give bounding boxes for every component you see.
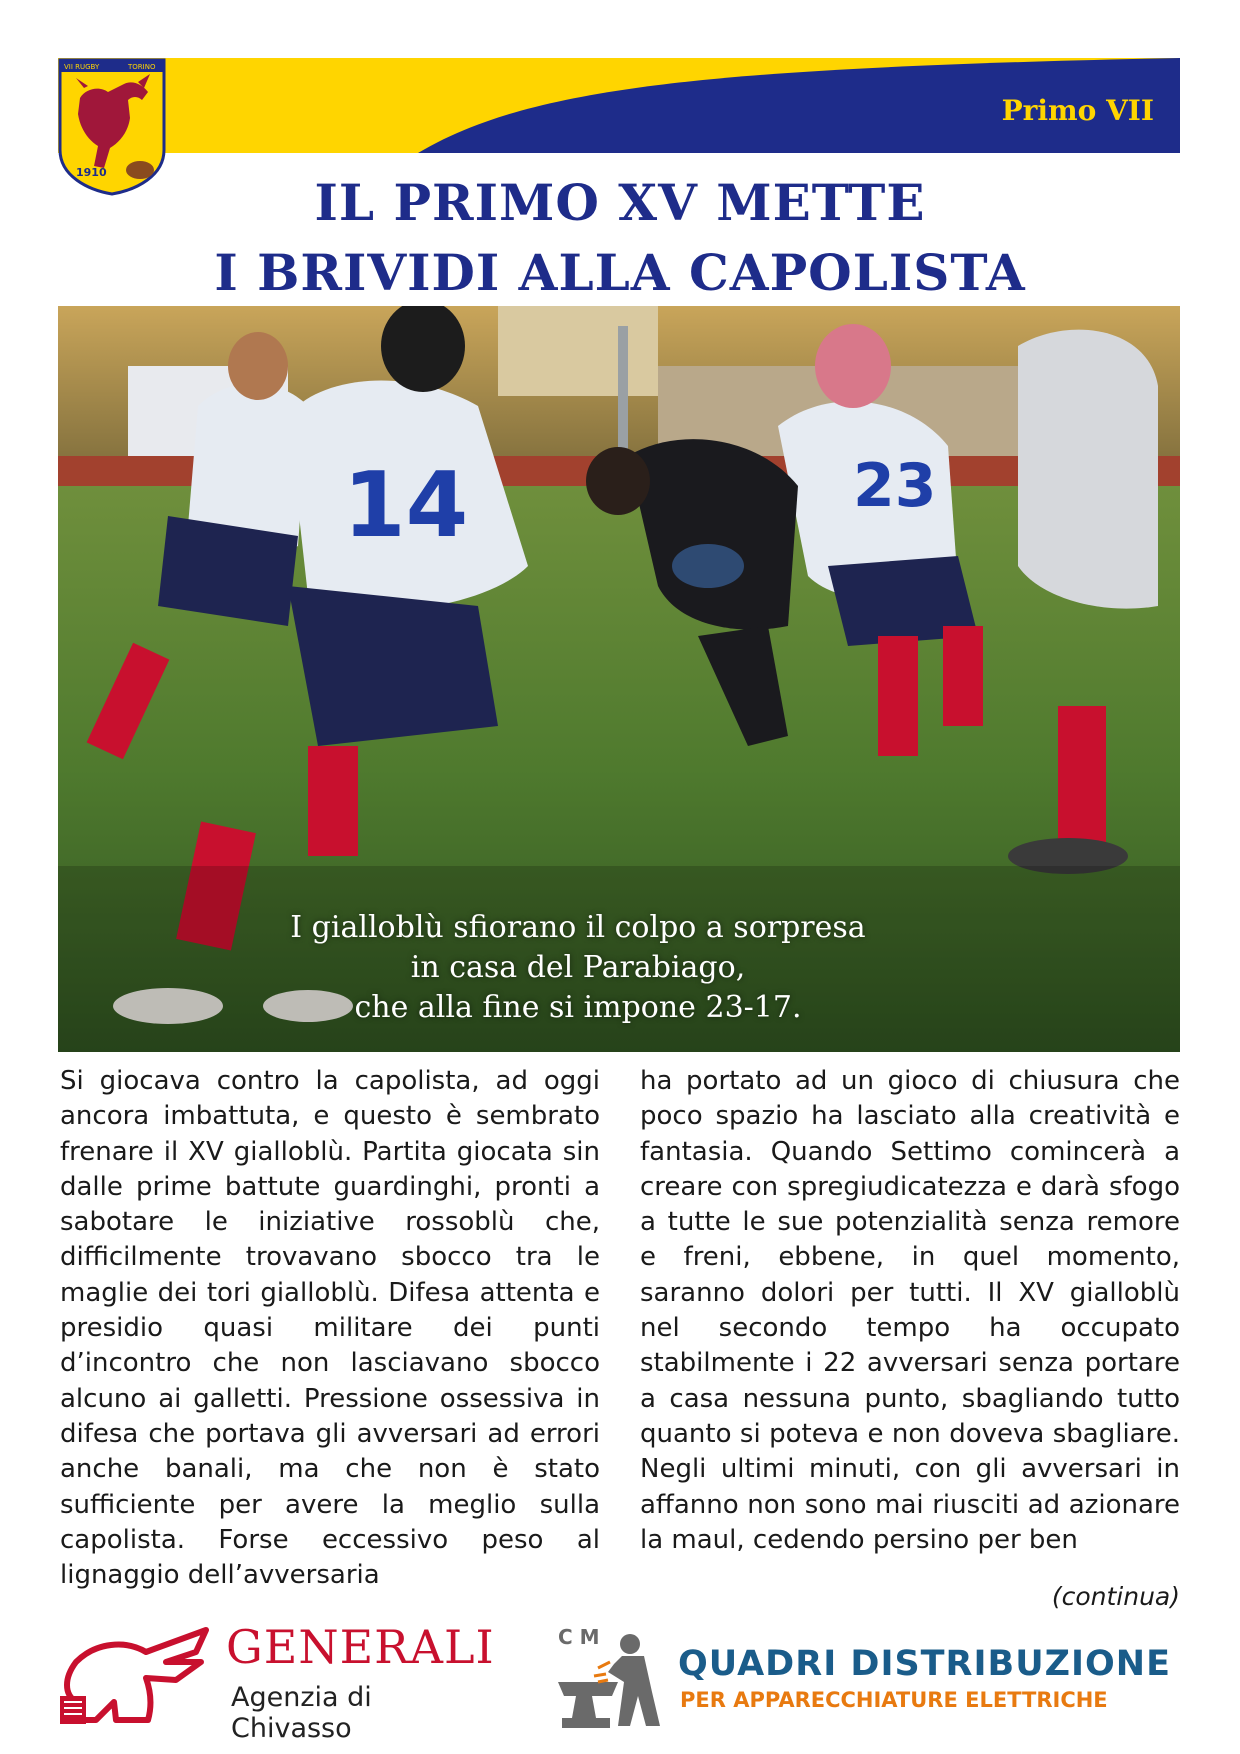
crest-text-left: VII RUGBY xyxy=(64,63,100,71)
caption-line-3: che alla fine si impone 23-17. xyxy=(354,990,802,1025)
generali-lion-icon xyxy=(56,1622,216,1732)
jersey-number-23: 23 xyxy=(853,451,937,521)
caption-line-1: I gialloblù sfiorano il colpo a sorpresa xyxy=(290,910,866,945)
continued-note: (continua) xyxy=(1051,1582,1180,1611)
photo-caption xyxy=(258,908,898,1028)
anvil-worker-icon xyxy=(548,1622,668,1732)
header-banner xyxy=(58,58,1180,153)
match-photo xyxy=(58,306,1180,1052)
section-label: Primo VII xyxy=(1001,94,1154,127)
generali-agency: Agenzia di Chivasso xyxy=(231,1682,372,1744)
title-line-2: I BRIVIDI ALLA CAPOLISTA xyxy=(214,243,1026,302)
generali-name: GENERALI xyxy=(226,1620,495,1674)
page-title xyxy=(140,168,1100,308)
title-line-1: IL PRIMO XV METTE xyxy=(314,173,926,232)
qd-title: QUADRI DISTRIBUZIONE xyxy=(678,1644,1171,1684)
article-column-right: ha portato ad un gioco di chiusura che poco spazio ha lasciato alla creatività e fantasia. Quando Settimo comincerà a creare con spregiudicatezza e darà sfogo a tutte le sue potenzialità senza remore e freni, ebbene, in quel momento, saranno dolori per tutti. Il XV gialloblù nel secondo tempo ha occupato stabilmente i 22 avversari senza portare a casa nessuna punto, sbagliando tutto quanto si poteva e non doveva sbagliare. Negli ultimi minuti, con gli avversari in affanno non sono mai riusciti ad azionare la maul, cedendo persino per ben xyxy=(640,1066,1180,1555)
sponsor-quadri-distribuzione xyxy=(548,1622,1184,1732)
article-column-left: Si giocava contro la capolista, ad oggi ancora imbattuta, e questo è sembrato frenare il XV gialloblù. Partita giocata sin dalle prime battute guardinghi, pronti a sabotare le iniziative rossoblù che, difficilmente trovavano sbocco tra le maglie dei tori gialloblù. Difesa attenta e presidio quasi militare dei punti d’incontro che non lasciavano sbocco alcuno ai galletti. Pressione ossessiva in difesa che portava gli avversari ad errori anche banali, ma che non è stato sufficiente per avere la meglio sulla capolista. Forse eccessivo peso al lignaggio dell’avversaria xyxy=(60,1066,600,1591)
qd-subtitle: PER APPARECCHIATURE ELETTRICHE xyxy=(680,1688,1108,1712)
jersey-number-14: 14 xyxy=(343,453,469,558)
crest-text-right: TORINO xyxy=(128,63,156,71)
qd-logo-letters: C M xyxy=(558,1625,600,1649)
crest-year: 1910 xyxy=(76,166,107,179)
caption-line-2: in casa del Parabiago, xyxy=(410,950,746,985)
sponsor-generali xyxy=(56,1620,495,1744)
